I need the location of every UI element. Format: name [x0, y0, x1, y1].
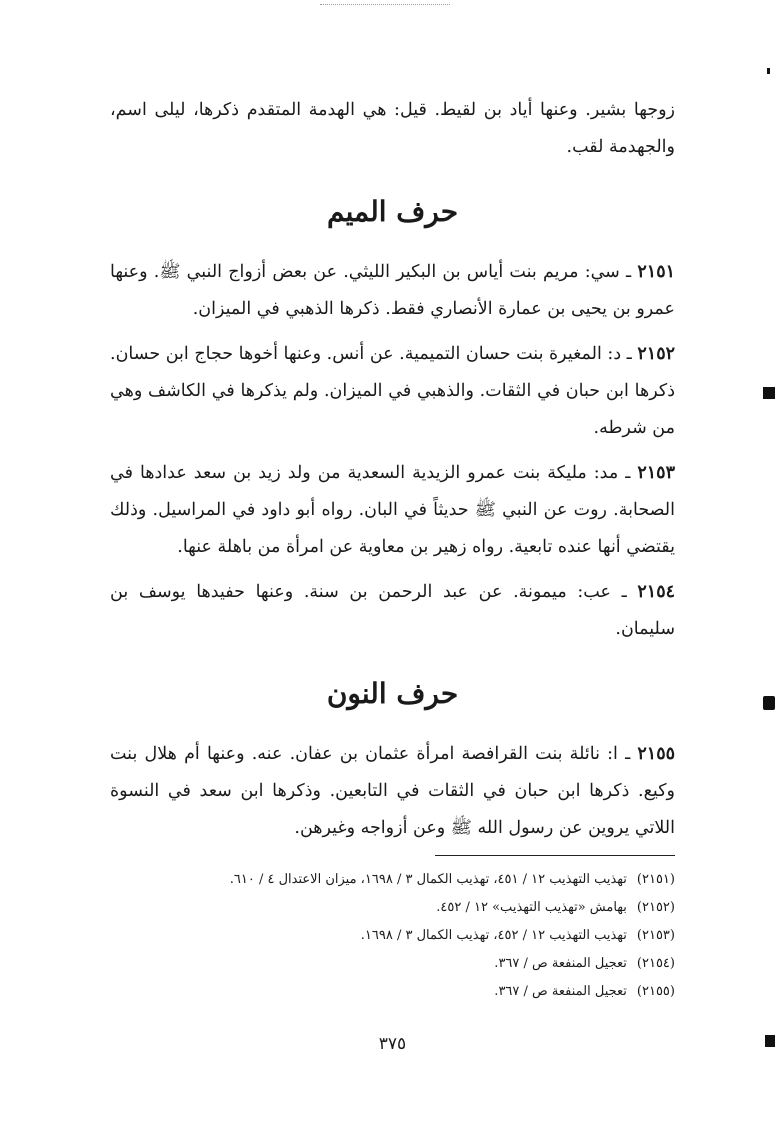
- entry-2152: [110, 336, 675, 447]
- entry-2155: [110, 736, 675, 847]
- section-heading-mim: حرف الميم: [326, 195, 459, 228]
- footnote-text: تعجيل المنفعة ص / ٣٦٧.: [494, 984, 627, 999]
- footnote-text: بهامش «تهذيب التهذيب» ١٢ / ٤٥٢.: [436, 900, 627, 915]
- entry-text: ـ عب: ميمونة. عن عبد الرحمن بن سنة. وعنها حفيدها يوسف بن سليمان.: [110, 582, 675, 639]
- entry-text: ـ سي: مريم بنت أياس بن البكير الليثي. عن بعض أزواج النبي ﷺ. وعنها عمرو بن يحيى بن عمارة الأنصاري فقط. ذكرها الذهبي في الميزان.: [110, 262, 675, 319]
- footnotes: [110, 866, 675, 1006]
- footnote-number: (٢١٥٢): [636, 900, 675, 915]
- entry-text: ـ مد: مليكة بنت عمرو الزيدية السعدية من ولد زيد بن سعد عدادها في الصحابة. روت عن النبي ﷺ حديثاً في البان. رواه أبو داود في المراسيل. وذلك يقتضي أنها عنده تابعية. رواه زهير بن معاوية عن امرأة من باهلة عنها.: [110, 463, 675, 557]
- entry-2153: [110, 455, 675, 566]
- entry-number: ٢١٥١: [637, 262, 675, 282]
- margin-mark: [763, 387, 775, 399]
- top-dotted-rule: [320, 4, 450, 5]
- entry-number: ٢١٥٢: [637, 344, 675, 364]
- section-heading-nun: حرف النون: [326, 677, 459, 710]
- footnote-number: (٢١٥١): [636, 872, 675, 887]
- footnote-number: (٢١٥٥): [636, 984, 675, 999]
- footnote-item: [110, 978, 675, 1006]
- footnote-rule: [435, 855, 675, 856]
- footnote-item: [110, 866, 675, 894]
- footnote-item: [110, 922, 675, 950]
- entry-2151: [110, 254, 675, 328]
- footnote-item: [110, 894, 675, 922]
- document-page: [110, 92, 675, 1063]
- entry-number: ٢١٥٥: [637, 744, 675, 764]
- entry-number: ٢١٥٤: [637, 582, 675, 602]
- top-fragment: زوجها بشير. وعنها أياد بن لقيط. قيل: هي الهدمة المتقدم ذكرها، ليلى اسم، والجهدمة لقب.: [110, 100, 675, 157]
- entry-text: ـ ا: نائلة بنت القرافصة امرأة عثمان بن عفان. عنه. وعنها أم هلال بنت وكيع. ذكرها ابن حبان في الثقات في التابعين. وذكرها ابن سعد في النسوة اللاتي يروين عن رسول الله ﷺ وعن أزواجه وغيرهن.: [110, 744, 675, 838]
- footnote-number: (٢١٥٣): [636, 928, 675, 943]
- margin-mark: [767, 68, 770, 74]
- margin-mark: [765, 1035, 775, 1047]
- footnote-item: [110, 950, 675, 978]
- page-number: ٣٧٥: [378, 1034, 407, 1054]
- entry-text: ـ د: المغيرة بنت حسان التميمية. عن أنس. وعنها أخوها حجاج ابن حسان. ذكرها ابن حبان في الثقات. والذهبي في الميزان. ولم يذكرها في الكاشف وهي من شرطه.: [110, 344, 675, 438]
- entry-number: ٢١٥٣: [637, 463, 675, 483]
- footnote-number: (٢١٥٤): [636, 956, 675, 971]
- margin-mark: [763, 696, 775, 710]
- footnote-text: تعجيل المنفعة ص / ٣٦٧.: [494, 956, 627, 971]
- entry-2154: [110, 574, 675, 648]
- footnote-text: تهذيب التهذيب ١٢ / ٤٥١، تهذيب الكمال ٣ / ١٦٩٨، ميزان الاعتدال ٤ / ٦١٠.: [229, 872, 627, 887]
- footnote-text: تهذيب التهذيب ١٢ / ٤٥٢، تهذيب الكمال ٣ / ١٦٩٨.: [360, 928, 627, 943]
